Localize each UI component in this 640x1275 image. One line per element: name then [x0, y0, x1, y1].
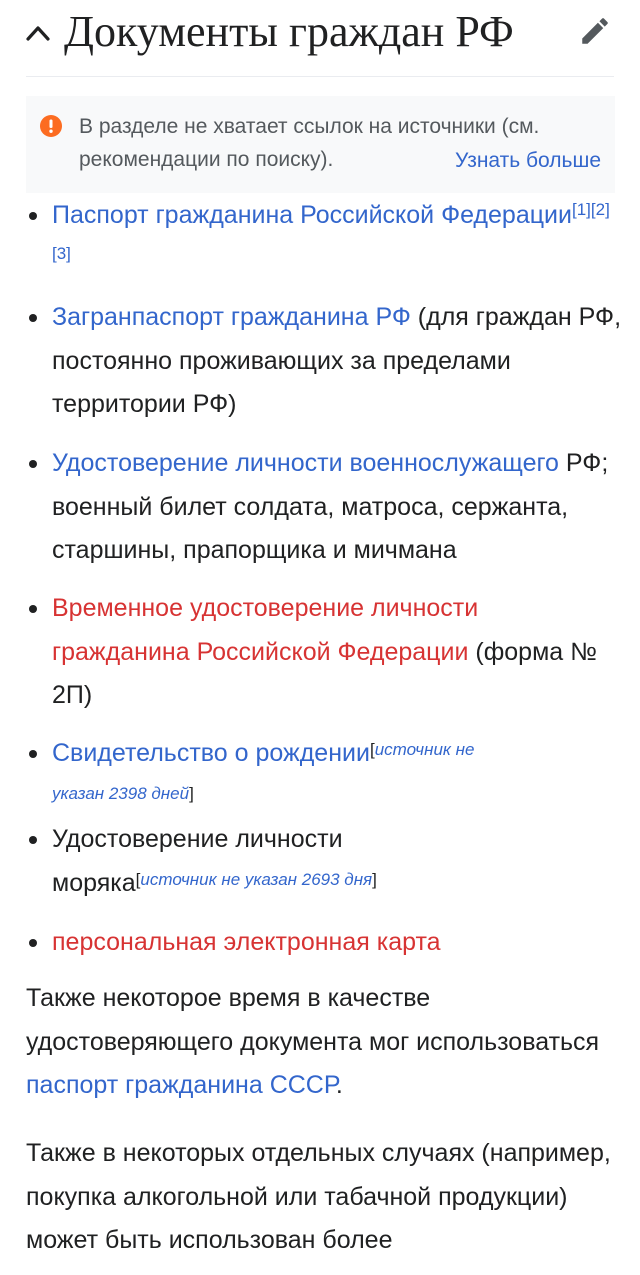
list-item	[52, 587, 622, 718]
citation-needed: [источник не указан 2693 дня]	[135, 869, 377, 889]
temporary-id-link[interactable]: Временное удостоверение личности гражданина Российской Федерации	[52, 594, 479, 666]
learn-more-link[interactable]: Узнать больше	[455, 149, 601, 172]
foreign-passport-link[interactable]: Загранпаспорт гражданина РФ	[52, 303, 411, 331]
list-item	[52, 442, 622, 573]
section-header	[0, 0, 640, 70]
ref-2[interactable]: [2]	[590, 200, 610, 219]
citation-needed: [источник не указан 2398 дней]	[52, 740, 475, 803]
list-item	[52, 818, 442, 905]
military-id-link[interactable]: Удостоверение личности военнослужащего	[52, 449, 559, 477]
section-title: Документы граждан РФ	[64, 7, 514, 56]
notice-text: В разделе не хватает ссылок на источники (см. рекомендации по поиску).	[79, 115, 540, 171]
birth-certificate-link[interactable]: Свидетельство о рождении	[52, 739, 370, 767]
pencil-icon[interactable]	[578, 14, 612, 48]
citation-needed-link[interactable]: источник не указан 2398 дней	[52, 740, 475, 803]
header-divider	[26, 76, 614, 77]
item-text: (для граждан РФ, постоянно проживающих за пределами территории РФ)	[52, 303, 622, 418]
ref-1[interactable]: [1]	[571, 200, 591, 219]
item-text: Удостоверение личности моряка	[52, 825, 343, 897]
paragraph: Также некоторое время в качестве удостоверяющего документа мог использоваться паспорт гражданина СССР.	[26, 984, 600, 1099]
electronic-card-link[interactable]: персональная электронная карта	[52, 928, 441, 956]
ref-3[interactable]: [3]	[52, 243, 71, 263]
refimprove-notice	[26, 96, 615, 193]
paragraph: Также в некоторых отдельных случаях (например, покупка алкогольной или табачной продукции) может быть использован более	[26, 1139, 611, 1254]
citation-needed-link[interactable]: источник не указан 2693 дня	[140, 869, 373, 889]
passport-link[interactable]: Паспорт гражданина Российской Федерации	[52, 201, 572, 229]
chevron-up-icon[interactable]	[24, 22, 52, 44]
item-text: (форма № 2П)	[52, 637, 597, 709]
list-item	[52, 921, 622, 965]
exclamation-circle-icon	[40, 115, 62, 137]
ussr-passport-link[interactable]: паспорт гражданина СССР	[26, 1071, 336, 1099]
list-item	[52, 732, 492, 819]
list-item	[52, 194, 622, 281]
item-text: РФ; военный билет солдата, матроса, сержанта, старшины, прапорщика и мичмана	[52, 449, 609, 564]
list-item	[52, 296, 622, 427]
